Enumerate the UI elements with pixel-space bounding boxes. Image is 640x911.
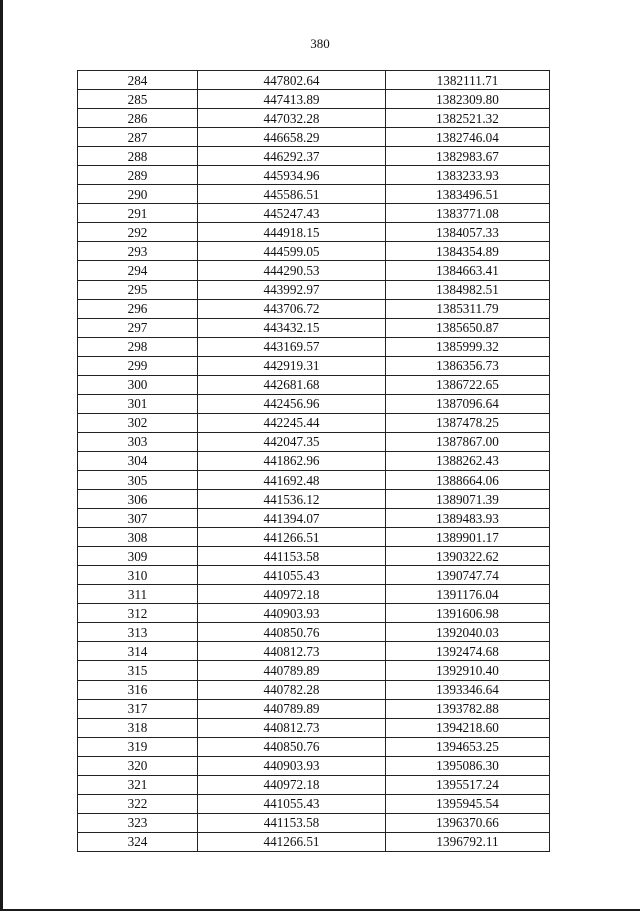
x-coordinate-cell: 441862.96 — [198, 451, 386, 470]
y-coordinate-cell: 1387867.00 — [386, 432, 550, 451]
y-coordinate-cell: 1385650.87 — [386, 318, 550, 337]
x-coordinate-cell: 441055.43 — [198, 566, 386, 585]
y-coordinate-cell: 1387096.64 — [386, 394, 550, 413]
point-number-cell: 308 — [78, 528, 198, 547]
point-number-cell: 305 — [78, 470, 198, 489]
x-coordinate-cell: 440972.18 — [198, 775, 386, 794]
table-row — [78, 813, 550, 832]
y-coordinate-cell: 1384354.89 — [386, 242, 550, 261]
table-row — [78, 699, 550, 718]
table-row — [78, 394, 550, 413]
table-row — [78, 318, 550, 337]
point-number-cell: 301 — [78, 394, 198, 413]
table-row — [78, 661, 550, 680]
table-row — [78, 451, 550, 470]
table-row — [78, 432, 550, 451]
point-number-cell: 322 — [78, 794, 198, 813]
point-number-cell: 303 — [78, 432, 198, 451]
y-coordinate-cell: 1382983.67 — [386, 147, 550, 166]
y-coordinate-cell: 1390322.62 — [386, 547, 550, 566]
x-coordinate-cell: 442919.31 — [198, 356, 386, 375]
point-number-cell: 287 — [78, 128, 198, 147]
y-coordinate-cell: 1389483.93 — [386, 509, 550, 528]
y-coordinate-cell: 1383496.51 — [386, 185, 550, 204]
point-number-cell: 323 — [78, 813, 198, 832]
y-coordinate-cell: 1385311.79 — [386, 299, 550, 318]
point-number-cell: 291 — [78, 204, 198, 223]
x-coordinate-cell: 440850.76 — [198, 623, 386, 642]
y-coordinate-cell: 1396370.66 — [386, 813, 550, 832]
y-coordinate-cell: 1382111.71 — [386, 71, 550, 90]
x-coordinate-cell: 440903.93 — [198, 604, 386, 623]
scan-left-edge — [0, 0, 3, 911]
table-row — [78, 356, 550, 375]
x-coordinate-cell: 443432.15 — [198, 318, 386, 337]
table-row — [78, 623, 550, 642]
table-row — [78, 90, 550, 109]
table-row — [78, 299, 550, 318]
point-number-cell: 284 — [78, 71, 198, 90]
x-coordinate-cell: 440903.93 — [198, 756, 386, 775]
table-row — [78, 128, 550, 147]
point-number-cell: 302 — [78, 413, 198, 432]
table-row — [78, 109, 550, 128]
point-number-cell: 316 — [78, 680, 198, 699]
point-number-cell: 292 — [78, 223, 198, 242]
point-number-cell: 309 — [78, 547, 198, 566]
y-coordinate-cell: 1395517.24 — [386, 775, 550, 794]
point-number-cell: 306 — [78, 490, 198, 509]
point-number-cell: 297 — [78, 318, 198, 337]
point-number-cell: 286 — [78, 109, 198, 128]
x-coordinate-cell: 441692.48 — [198, 470, 386, 489]
table-row — [78, 223, 550, 242]
table-row — [78, 509, 550, 528]
x-coordinate-cell: 444918.15 — [198, 223, 386, 242]
point-number-cell: 310 — [78, 566, 198, 585]
table-row — [78, 718, 550, 737]
x-coordinate-cell: 447802.64 — [198, 71, 386, 90]
table-row — [78, 547, 550, 566]
y-coordinate-cell: 1391176.04 — [386, 585, 550, 604]
point-number-cell: 318 — [78, 718, 198, 737]
y-coordinate-cell: 1382521.32 — [386, 109, 550, 128]
table-row — [78, 337, 550, 356]
point-number-cell: 293 — [78, 242, 198, 261]
y-coordinate-cell: 1392040.03 — [386, 623, 550, 642]
x-coordinate-cell: 441266.51 — [198, 528, 386, 547]
x-coordinate-cell: 443992.97 — [198, 280, 386, 299]
table-row — [78, 756, 550, 775]
x-coordinate-cell: 444599.05 — [198, 242, 386, 261]
point-number-cell: 317 — [78, 699, 198, 718]
x-coordinate-cell: 440812.73 — [198, 718, 386, 737]
y-coordinate-cell: 1383771.08 — [386, 204, 550, 223]
point-number-cell: 289 — [78, 166, 198, 185]
point-number-cell: 294 — [78, 261, 198, 280]
y-coordinate-cell: 1382309.80 — [386, 90, 550, 109]
x-coordinate-cell: 441394.07 — [198, 509, 386, 528]
y-coordinate-cell: 1388262.43 — [386, 451, 550, 470]
page-number: 380 — [310, 36, 330, 51]
x-coordinate-cell: 446658.29 — [198, 128, 386, 147]
y-coordinate-cell: 1386722.65 — [386, 375, 550, 394]
y-coordinate-cell: 1389071.39 — [386, 490, 550, 509]
table-row — [78, 528, 550, 547]
y-coordinate-cell: 1394653.25 — [386, 737, 550, 756]
point-number-cell: 296 — [78, 299, 198, 318]
y-coordinate-cell: 1395086.30 — [386, 756, 550, 775]
point-number-cell: 307 — [78, 509, 198, 528]
point-number-cell: 321 — [78, 775, 198, 794]
x-coordinate-cell: 440972.18 — [198, 585, 386, 604]
x-coordinate-cell: 440789.89 — [198, 699, 386, 718]
y-coordinate-cell: 1389901.17 — [386, 528, 550, 547]
y-coordinate-cell: 1384982.51 — [386, 280, 550, 299]
point-number-cell: 311 — [78, 585, 198, 604]
x-coordinate-cell: 441153.58 — [198, 813, 386, 832]
x-coordinate-cell: 444290.53 — [198, 261, 386, 280]
y-coordinate-cell: 1382746.04 — [386, 128, 550, 147]
table-row — [78, 185, 550, 204]
table-row — [78, 604, 550, 623]
y-coordinate-cell: 1393782.88 — [386, 699, 550, 718]
table-row — [78, 375, 550, 394]
y-coordinate-cell: 1394218.60 — [386, 718, 550, 737]
point-number-cell: 315 — [78, 661, 198, 680]
table-row — [78, 737, 550, 756]
x-coordinate-cell: 442047.35 — [198, 432, 386, 451]
y-coordinate-cell: 1388664.06 — [386, 470, 550, 489]
table-row — [78, 566, 550, 585]
x-coordinate-cell: 440789.89 — [198, 661, 386, 680]
table-row — [78, 261, 550, 280]
x-coordinate-cell: 445934.96 — [198, 166, 386, 185]
x-coordinate-cell: 447413.89 — [198, 90, 386, 109]
point-number-cell: 312 — [78, 604, 198, 623]
coordinates-table-body — [78, 71, 550, 852]
point-number-cell: 285 — [78, 90, 198, 109]
table-row — [78, 242, 550, 261]
point-number-cell: 313 — [78, 623, 198, 642]
table-row — [78, 680, 550, 699]
x-coordinate-cell: 440812.73 — [198, 642, 386, 661]
y-coordinate-cell: 1385999.32 — [386, 337, 550, 356]
table-row — [78, 794, 550, 813]
point-number-cell: 288 — [78, 147, 198, 166]
x-coordinate-cell: 441153.58 — [198, 547, 386, 566]
x-coordinate-cell: 440850.76 — [198, 737, 386, 756]
x-coordinate-cell: 446292.37 — [198, 147, 386, 166]
table-row — [78, 832, 550, 851]
x-coordinate-cell: 447032.28 — [198, 109, 386, 128]
x-coordinate-cell: 440782.28 — [198, 680, 386, 699]
y-coordinate-cell: 1387478.25 — [386, 413, 550, 432]
table-row — [78, 413, 550, 432]
x-coordinate-cell: 443169.57 — [198, 337, 386, 356]
table-row — [78, 470, 550, 489]
y-coordinate-cell: 1391606.98 — [386, 604, 550, 623]
point-number-cell: 295 — [78, 280, 198, 299]
table-row — [78, 775, 550, 794]
x-coordinate-cell: 443706.72 — [198, 299, 386, 318]
x-coordinate-cell: 441266.51 — [198, 832, 386, 851]
y-coordinate-cell: 1384663.41 — [386, 261, 550, 280]
y-coordinate-cell: 1390747.74 — [386, 566, 550, 585]
y-coordinate-cell: 1386356.73 — [386, 356, 550, 375]
y-coordinate-cell: 1383233.93 — [386, 166, 550, 185]
y-coordinate-cell: 1396792.11 — [386, 832, 550, 851]
point-number-cell: 320 — [78, 756, 198, 775]
x-coordinate-cell: 442245.44 — [198, 413, 386, 432]
coordinates-table — [77, 70, 550, 852]
y-coordinate-cell: 1393346.64 — [386, 680, 550, 699]
table-row — [78, 642, 550, 661]
table-row — [78, 204, 550, 223]
x-coordinate-cell: 441055.43 — [198, 794, 386, 813]
point-number-cell: 314 — [78, 642, 198, 661]
y-coordinate-cell: 1384057.33 — [386, 223, 550, 242]
point-number-cell: 324 — [78, 832, 198, 851]
point-number-cell: 300 — [78, 375, 198, 394]
y-coordinate-cell: 1392910.40 — [386, 661, 550, 680]
table-row — [78, 585, 550, 604]
table-row — [78, 280, 550, 299]
x-coordinate-cell: 442456.96 — [198, 394, 386, 413]
point-number-cell: 319 — [78, 737, 198, 756]
table-row — [78, 166, 550, 185]
point-number-cell: 290 — [78, 185, 198, 204]
x-coordinate-cell: 445247.43 — [198, 204, 386, 223]
y-coordinate-cell: 1395945.54 — [386, 794, 550, 813]
point-number-cell: 304 — [78, 451, 198, 470]
x-coordinate-cell: 441536.12 — [198, 490, 386, 509]
y-coordinate-cell: 1392474.68 — [386, 642, 550, 661]
table-row — [78, 147, 550, 166]
table-row — [78, 490, 550, 509]
x-coordinate-cell: 445586.51 — [198, 185, 386, 204]
point-number-cell: 299 — [78, 356, 198, 375]
table-row — [78, 71, 550, 90]
point-number-cell: 298 — [78, 337, 198, 356]
x-coordinate-cell: 442681.68 — [198, 375, 386, 394]
